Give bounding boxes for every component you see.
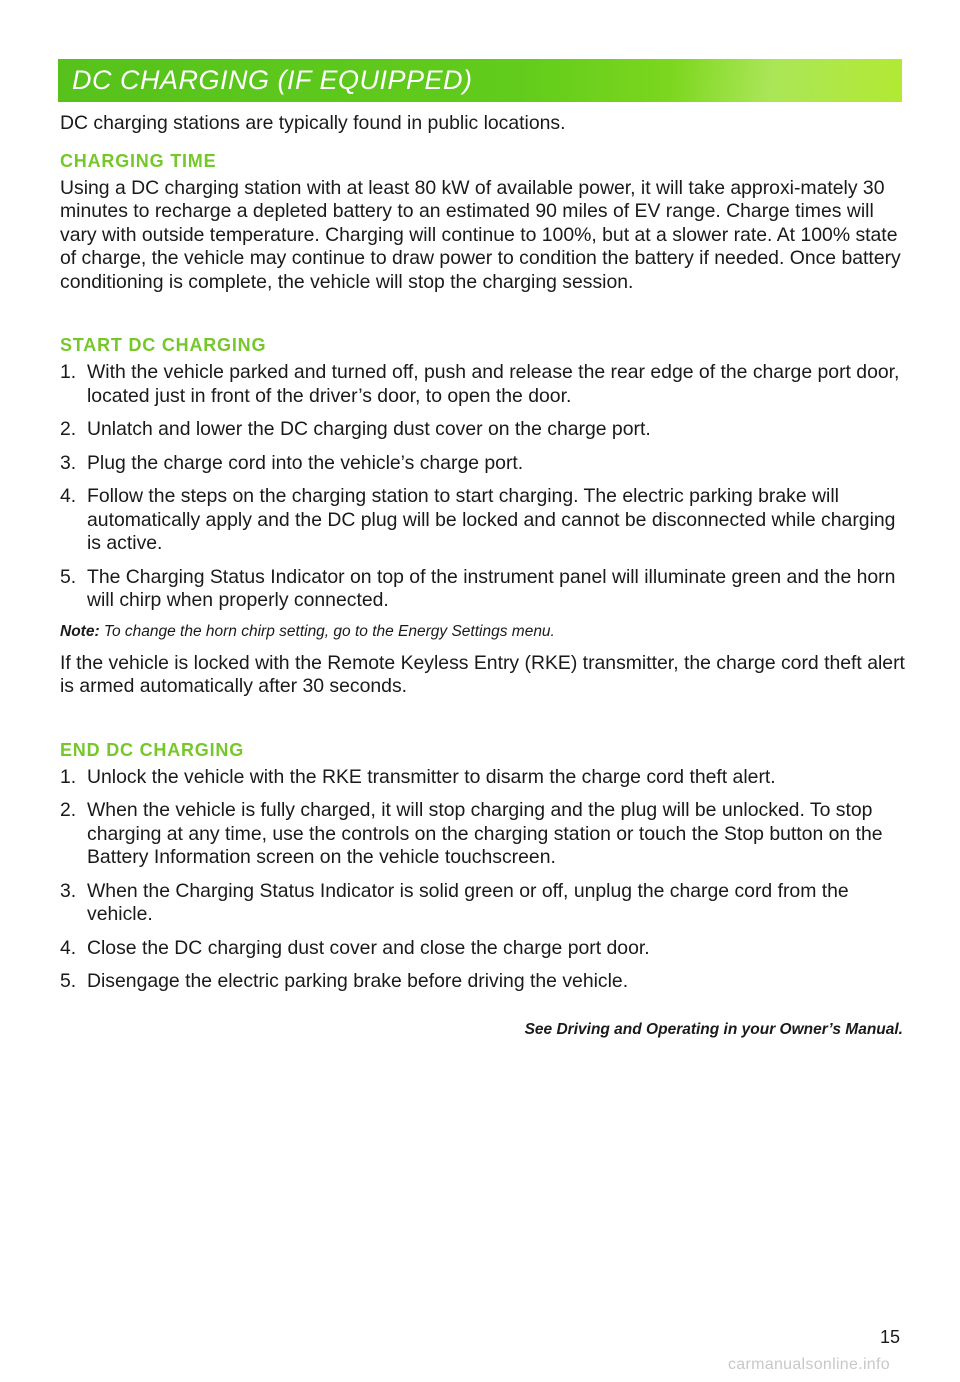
step-number: 5. [60, 565, 77, 588]
step-text: Unlatch and lower the DC charging dust cover on the charge port. [87, 418, 651, 440]
step-text: With the vehicle parked and turned off, push and release the rear edge of the charge port door, located just in front of the driver’s door, to open the door. [87, 361, 900, 407]
step-text: When the vehicle is fully charged, it will stop charging and the plug will be unlocked. To stop charging at any time, use the controls on the charging station or touch the Stop button on the Battery Information screen on the vehicle touchscreen. [87, 799, 883, 868]
step-number: 2. [60, 799, 77, 821]
list-item [60, 970, 905, 994]
list-item [60, 452, 905, 476]
step-number: 1. [60, 361, 77, 383]
page-content [60, 112, 905, 1041]
step-text: When the Charging Status Indicator is solid green or off, unplug the charge cord from the vehicle. [87, 879, 849, 925]
note-label: Note: [60, 622, 100, 640]
start-dc-steps [60, 361, 905, 613]
section-banner [58, 59, 902, 102]
owners-manual-reference: See Driving and Operating in your Owner’s Manual. [524, 1020, 903, 1038]
list-item [60, 766, 905, 790]
step-text: Unlock the vehicle with the RKE transmitter to disarm the charge cord theft alert. [87, 765, 776, 788]
note-text: To change the horn chirp setting, go to the Energy Settings menu. [103, 622, 555, 640]
step-number: 3. [60, 451, 77, 474]
watermark[interactable]: carmanualsonline.info [728, 1356, 890, 1373]
step-number: 3. [60, 879, 77, 902]
list-item [60, 418, 905, 442]
step-number: 4. [60, 485, 77, 507]
step-number: 5. [60, 970, 77, 992]
banner-gradient-highlight [572, 59, 902, 102]
list-item [60, 566, 905, 613]
page-number: 15 [880, 1327, 901, 1347]
charging-time-body: Using a DC charging station with at least 80 kW of available power, it will take approxi-mately 30 minutes to recharge a depleted battery to an estimated 90 miles of EV range. Charge times will vary with outside temperature. Charging will continue to 100%, but at a slower rate. At 100% state of charge, the vehicle may continue to draw power to condition the battery if needed. Once battery conditioning is complete, the vehicle will stop the charging session. [60, 176, 901, 293]
step-text: Close the DC charging dust cover and close the charge port door. [87, 936, 650, 959]
heading-charging-time: CHARGING TIME [60, 150, 217, 171]
step-text: Follow the steps on the charging station to start charging. The electric parking brake will automatically apply and the DC plug will be locked and cannot be disconnected while charging is active. [87, 485, 896, 554]
heading-start-dc-charging: START DC CHARGING [60, 335, 267, 355]
list-item [60, 880, 905, 927]
list-item [60, 937, 905, 961]
heading-end-dc-charging: END DC CHARGING [60, 739, 245, 760]
end-dc-steps [60, 766, 905, 994]
list-item [60, 485, 905, 556]
step-number: 2. [60, 418, 77, 440]
section-title: DC CHARGING (IF EQUIPPED) [72, 65, 473, 95]
step-text: The Charging Status Indicator on top of the instrument panel will illuminate green and the horn will chirp when properly connected. [87, 565, 896, 611]
step-number: 1. [60, 765, 77, 788]
step-text: Disengage the electric parking brake before driving the vehicle. [87, 970, 629, 992]
intro-text: DC charging stations are typically found in public locations. [60, 112, 566, 134]
step-text: Plug the charge cord into the vehicle’s charge port. [87, 451, 524, 474]
step-number: 4. [60, 936, 77, 959]
list-item [60, 799, 905, 870]
rke-theft-alert-text: If the vehicle is locked with the Remote Keyless Entry (RKE) transmitter, the charge cord theft alert is armed automatically after 30 seconds. [60, 651, 905, 697]
horn-chirp-note [60, 622, 905, 642]
list-item [60, 361, 905, 408]
